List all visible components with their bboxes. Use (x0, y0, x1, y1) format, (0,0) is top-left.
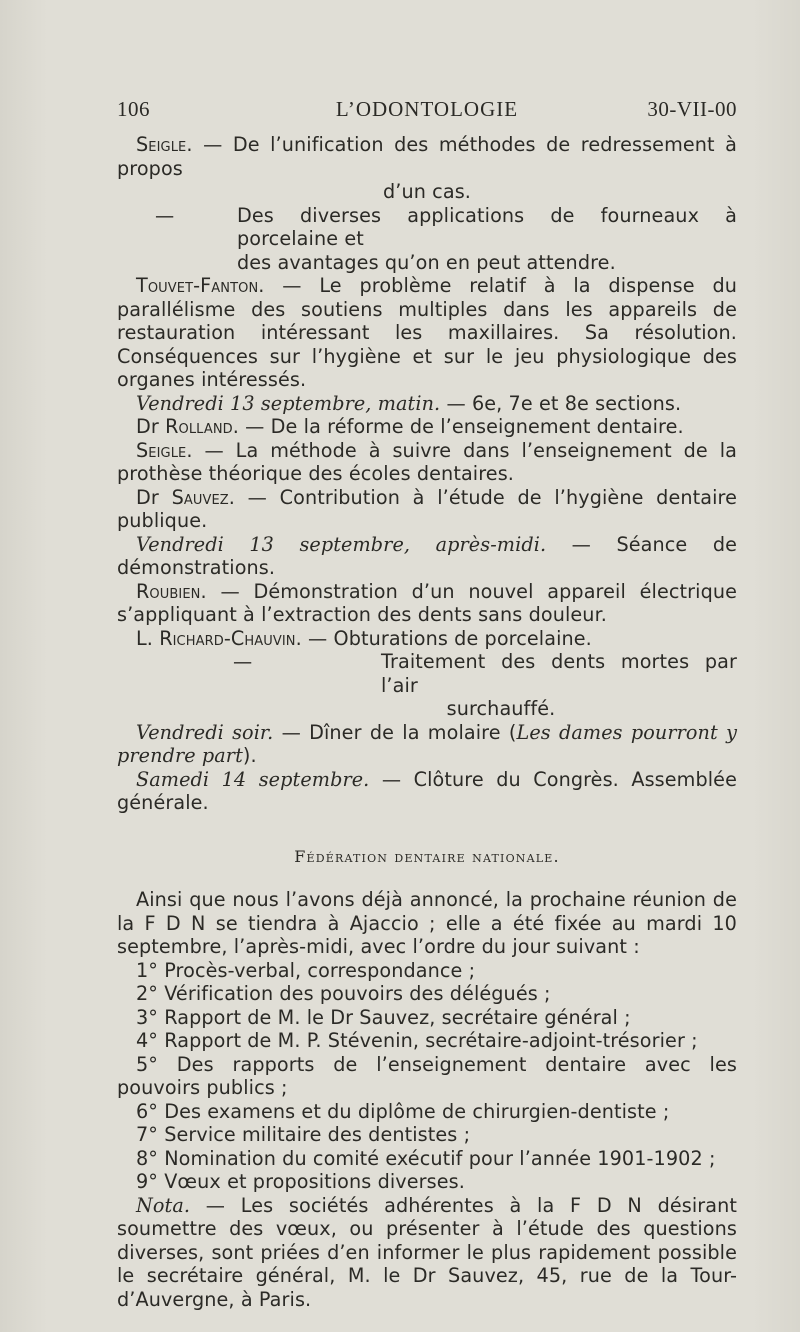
entry-text: — De la réforme de l’enseignement dentaire. (245, 415, 684, 438)
journal-title: L’ODONTOLOGIE (335, 97, 519, 121)
agenda-item: 3° Rapport de M. le Dr Sauvez, secrétaire général ; (136, 1005, 631, 1029)
author-name: Sauvez. (171, 485, 235, 509)
entry-continuation: d’un cas. (382, 180, 471, 203)
entry-seigle-3 (117, 439, 737, 486)
entry-text: — Le problème relatif à la dispense du parallélisme des soutiens multiples dans les appareils de restauration intéressant les maxillaires. Sa résolution. Conséquences sur l’hygiène et sur le jeu physiologique des organes intéressés. (117, 274, 737, 391)
entry-sauvez (117, 486, 737, 533)
agenda-item: 7° Service militaire des dentistes ; (136, 1123, 471, 1146)
session-label: Samedi 14 septembre. (136, 767, 370, 791)
session-vendredi-matin (117, 392, 737, 416)
page-number: 106 (117, 97, 150, 121)
entry-richard-chauvin-2 (117, 650, 737, 697)
author-name: Seigle. (136, 133, 193, 156)
entry-text: Des diverses applications de fourneaux à porcelaine et (237, 203, 737, 250)
agenda-item: 6° Des examens et du diplôme de chirurgien-dentiste ; (136, 1099, 670, 1123)
entry-richard-chauvin (117, 627, 737, 651)
author-name: Touvet-Fanton. (136, 274, 265, 297)
nota-paragraph (117, 1194, 737, 1312)
entry-text: — Démonstration d’un nouvel appareil électrique s’appliquant à l’extraction des dents sans douleur. (117, 579, 738, 626)
entry-seigle-1 (117, 133, 737, 180)
article-body (117, 133, 737, 1311)
session-text-end: ). (242, 744, 257, 767)
author-title: Dr (136, 485, 159, 509)
session-note: Les dames pourront y prendre part (117, 720, 738, 767)
agenda-item: 1° Procès-verbal, correspondance ; (136, 958, 476, 982)
author-title: Dr (136, 415, 159, 438)
nota-text: — Les sociétés adhérentes à la F D N désirant soumettre des vœux, ou présenter à l’étude des questions diverses, sont priées d’en informer le plus rapidement possible le secrétaire général, M. le Dr Sauvez, 45, rue de la Tour-d’Auvergne, à Paris. (117, 1193, 738, 1311)
entry-continuation: surchauffé. (446, 697, 556, 720)
agenda-item: 4° Rapport de M. P. Stévenin, secrétaire-adjoint-trésorier ; (136, 1029, 698, 1052)
entry-text: — De l’unification des méthodes de redressement à propos (117, 133, 738, 180)
author-name: Rolland. (165, 415, 239, 438)
running-header (117, 97, 737, 127)
federation-intro: Ainsi que nous l’avons déjà annoncé, la prochaine réunion de la F D N se tiendra à Ajaccio ; elle a été fixée au mardi 10 septembre, l’après-midi, avec l’ordre du jour suivant : (117, 888, 737, 958)
section-heading: Fédération dentaire nationale. (294, 846, 560, 866)
entry-roubien (117, 580, 737, 627)
agenda-item: 8° Nomination du comité exécutif pour l’année 1901-1902 ; (136, 1146, 716, 1170)
entry-text: Traitement des dents mortes par l’air (381, 650, 737, 697)
issue-date: 30-VII-00 (647, 97, 737, 121)
author-name: Roubien. (136, 579, 207, 603)
entry-text: — Obturations de porcelaine. (308, 626, 592, 650)
session-samedi (117, 768, 737, 815)
session-label: Vendredi 13 septembre, après-midi. (136, 532, 547, 556)
author-name: Seigle. (136, 438, 193, 462)
session-label: Vendredi 13 septembre, matin. (136, 391, 441, 415)
entry-text: — La méthode à suivre dans l’enseignement de la prothèse théorique des écoles dentaires. (117, 438, 737, 485)
session-text: — Dîner de la molaire ( (281, 720, 517, 744)
nota-label: Nota. (136, 1193, 191, 1217)
session-text: — 6e, 7e et 8e sections. (446, 391, 682, 415)
session-vendredi-soir (117, 721, 737, 768)
agenda-item: 5° Des rapports de l’enseignement dentaire avec les pouvoirs publics ; (117, 1052, 737, 1099)
session-label: Vendredi soir. (136, 720, 274, 744)
agenda-item: 9° Vœux et propositions diverses. (136, 1170, 465, 1193)
session-text: — Clôture du Congrès. Assemblée générale. (117, 767, 737, 814)
ditto-dash: — (155, 203, 175, 227)
session-text: — Séance de démonstrations. (117, 532, 738, 579)
entry-touvet-fanton (117, 274, 737, 392)
session-vendredi-apres-midi (117, 533, 737, 580)
entry-seigle-2 (117, 204, 737, 251)
agenda-item: 2° Vérification des pouvoirs des délégués ; (136, 982, 551, 1005)
ditto-dash: — (233, 650, 253, 673)
entry-continuation: des avantages qu’on en peut attendre. (237, 250, 616, 274)
author-name: L. Richard-Chauvin. (136, 626, 302, 650)
entry-text: — Contribution à l’étude de l’hygiène dentaire publique. (117, 485, 737, 532)
entry-rolland (117, 415, 737, 439)
